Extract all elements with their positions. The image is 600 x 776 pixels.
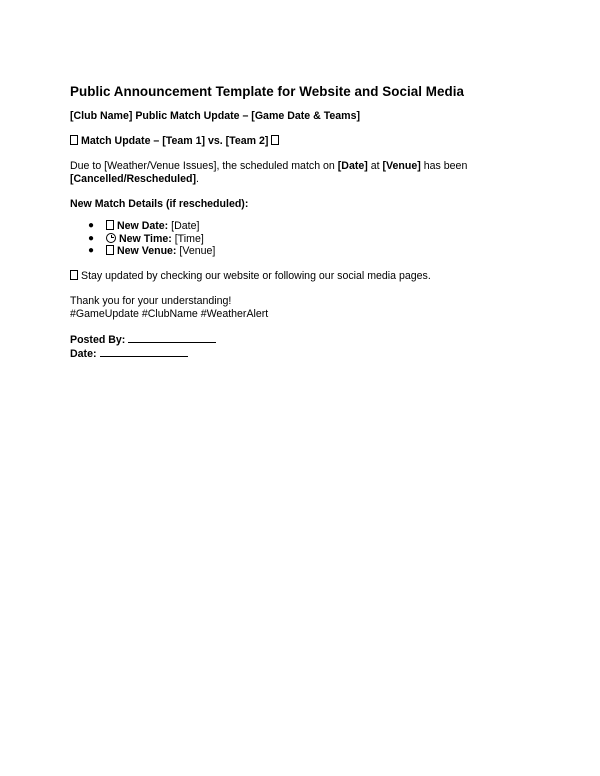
new-time-value: [Time]: [171, 232, 204, 245]
posted-by-label: Posted By:: [70, 333, 126, 346]
hashtags-line: #GameUpdate #ClubName #WeatherAlert: [70, 307, 269, 320]
list-item: [70, 245, 540, 258]
missing-glyph-icon: [70, 270, 78, 280]
missing-glyph-icon: [271, 135, 279, 145]
details-status: [Cancelled/Rescheduled]: [70, 173, 196, 185]
bullet-dot: ●: [88, 220, 95, 231]
missing-glyph-icon: [70, 135, 78, 145]
new-venue-label: New Venue:: [117, 245, 177, 257]
date-label: Date:: [70, 347, 97, 360]
new-match-details-list: [70, 220, 540, 258]
missing-glyph-icon: [106, 220, 114, 230]
details-paragraph: [70, 160, 540, 186]
new-date-label: New Date:: [117, 220, 169, 232]
stay-updated-line: [70, 270, 540, 283]
document-content: [70, 84, 540, 361]
thanks-line: Thank you for your understanding!: [70, 294, 232, 307]
new-date-value: [Date]: [168, 220, 200, 232]
announcement-subtitle: [Club Name] Public Match Update – [Game Date & Teams]: [70, 110, 361, 122]
match-update-heading: [70, 135, 540, 148]
signature-block: [70, 333, 540, 361]
details-text-1: Due to [Weather/Venue Issues], the scheduled match on: [70, 160, 338, 172]
page-title: Public Announcement Template for Website and Social Media: [70, 84, 464, 99]
details-text-2: at: [367, 160, 383, 172]
details-text-3: has been: [420, 160, 468, 172]
missing-glyph-icon: [106, 245, 114, 255]
date-blank-line: [100, 347, 188, 357]
bullet-dot: ●: [88, 232, 95, 244]
details-venue: [Venue]: [382, 160, 421, 172]
details-date: [Date]: [337, 160, 368, 172]
new-time-label: New Time:: [119, 232, 172, 245]
new-venue-value: [Venue]: [176, 245, 216, 257]
thanks-block: [70, 295, 540, 321]
list-item: [70, 233, 540, 246]
posted-by-blank-line: [128, 333, 216, 343]
new-match-details-heading: New Match Details (if rescheduled):: [70, 198, 249, 210]
stay-updated-text: Stay updated by checking our website or following our social media pages.: [81, 269, 431, 282]
list-item: [70, 220, 540, 233]
match-update-text: Match Update – [Team 1] vs. [Team 2]: [81, 135, 269, 147]
bullet-dot: ●: [88, 245, 95, 256]
details-text-4: .: [195, 173, 199, 185]
clock-icon: [106, 233, 116, 243]
